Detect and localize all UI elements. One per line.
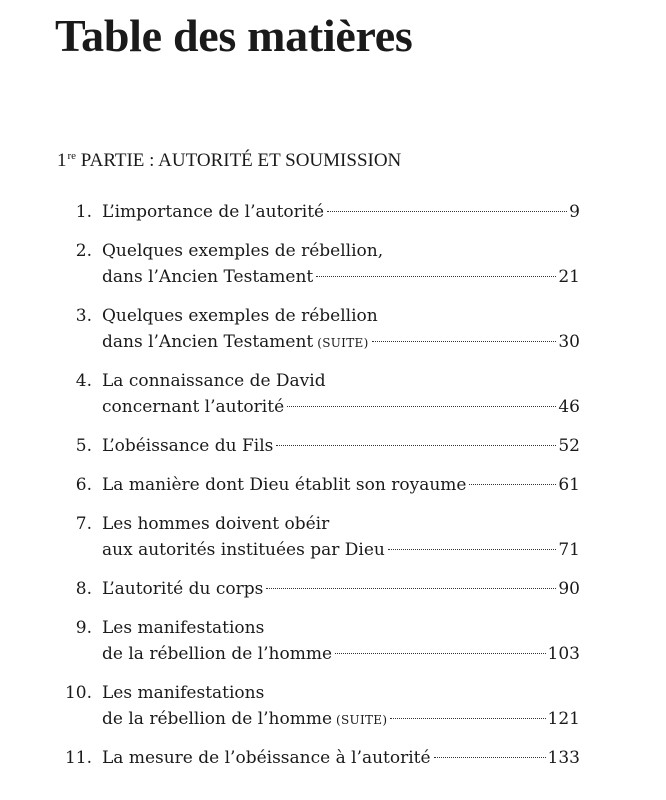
entry-leader-row — [102, 538, 580, 562]
dot-leader — [276, 445, 556, 446]
dot-leader — [335, 653, 546, 654]
entry-title-line2: de la rébellion de l’homme — [102, 709, 333, 729]
entry-number: 10. — [64, 683, 92, 703]
dot-leader — [390, 718, 545, 719]
entry-leader-row — [102, 330, 580, 354]
entry-title: La mesure de l’obéissance à l’autorité — [102, 748, 431, 768]
part-title: PARTIE : AUTORITÉ ET SOUMISSION — [76, 150, 402, 171]
entry-title-line2: concernant l’autorité — [102, 397, 285, 417]
entry-page-number: 46 — [558, 397, 580, 417]
dot-leader — [372, 341, 557, 342]
dot-leader — [469, 484, 556, 485]
entry-title: La manière dont Dieu établit son royaume — [102, 475, 467, 495]
dot-leader — [287, 406, 556, 407]
entry-title-line2: aux autorités instituées par Dieu — [102, 540, 385, 560]
entry-page-number: 9 — [569, 202, 580, 222]
entry-page-number: 30 — [558, 332, 580, 352]
entry-page-number: 121 — [547, 709, 580, 729]
dot-leader — [316, 276, 556, 277]
entry-leader-row — [102, 200, 580, 224]
entry-title: L’autorité du corps — [102, 579, 264, 599]
entry-title-line1: Quelques exemples de rébellion, — [102, 241, 384, 261]
entry-number: 1. — [75, 202, 92, 222]
entry-title: L’obéissance du Fils — [102, 436, 274, 456]
entry-page-number: 52 — [558, 436, 580, 456]
entry-page-number: 103 — [547, 644, 580, 664]
entry-leader-row — [102, 642, 580, 666]
entry-title-line1: Quelques exemples de rébellion — [102, 306, 378, 326]
entry-number: 9. — [75, 618, 92, 638]
entry-title-line1: La connaissance de David — [102, 371, 326, 391]
entry-suite-label: (SUITE) — [336, 713, 388, 727]
entry-leader-row — [102, 265, 580, 289]
entry-title-line2: dans l’Ancien Testament — [102, 332, 314, 352]
page-title: Table des matières — [55, 10, 413, 61]
dot-leader — [327, 211, 567, 212]
part-ordinal: 1 — [57, 150, 67, 171]
entry-page-number: 133 — [547, 748, 580, 768]
part-ordinal-suffix: re — [67, 150, 77, 162]
entry-number: 3. — [75, 306, 92, 326]
entry-number: 7. — [75, 514, 92, 534]
entry-leader-row — [102, 577, 580, 601]
dot-leader — [434, 757, 546, 758]
entry-page-number: 90 — [558, 579, 580, 599]
entry-page-number: 21 — [558, 267, 580, 287]
entry-leader-row — [102, 707, 580, 731]
dot-leader — [266, 588, 556, 589]
entry-title-line1: Les manifestations — [102, 618, 265, 638]
entry-title-line2: dans l’Ancien Testament — [102, 267, 314, 287]
entry-number: 5. — [75, 436, 92, 456]
entry-number: 6. — [75, 475, 92, 495]
entry-suite-label: (SUITE) — [317, 336, 369, 350]
entry-leader-row — [102, 395, 580, 419]
entry-title-line1: Les manifestations — [102, 683, 265, 703]
dot-leader — [388, 549, 557, 550]
entry-number: 11. — [64, 748, 92, 768]
entry-page-number: 71 — [558, 540, 580, 560]
entry-number: 2. — [75, 241, 92, 261]
entry-title-line1: Les hommes doivent obéir — [102, 514, 330, 534]
entry-number: 8. — [75, 579, 92, 599]
entry-number: 4. — [75, 371, 92, 391]
entry-leader-row — [102, 746, 580, 770]
entry-title: L’importance de l’autorité — [102, 202, 325, 222]
entry-page-number: 61 — [558, 475, 580, 495]
entry-leader-row — [102, 473, 580, 497]
entry-leader-row — [102, 434, 580, 458]
entry-title-line2: de la rébellion de l’homme — [102, 644, 333, 664]
